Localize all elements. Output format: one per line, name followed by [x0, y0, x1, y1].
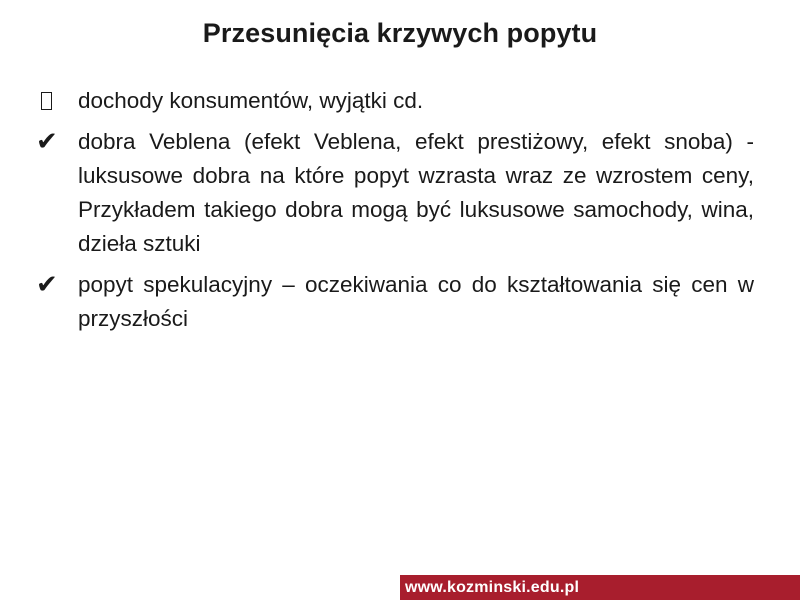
- box-bullet-icon: [36, 84, 68, 118]
- list-item-text: dobra Veblena (efekt Veblena, efekt prestiżowy, efekt snoba) - luksusowe dobra na które popyt wzrasta wraz ze wzrostem ceny, Przykładem takiego dobra mogą być luksusowe samochody, wina, dzieła sztuki: [78, 129, 754, 256]
- checkmark-icon: ✔: [36, 127, 58, 157]
- list-item: [36, 125, 754, 261]
- checkmark-icon: ✔: [36, 270, 58, 300]
- list-item: [36, 84, 754, 118]
- list-item-text: dochody konsumentów, wyjątki cd.: [78, 88, 424, 113]
- slide-title: Przesunięcia krzywych popytu: [202, 18, 598, 48]
- bullet-list: [36, 84, 754, 343]
- footer-url-link[interactable]: www.kozminski.edu.pl: [400, 575, 800, 600]
- list-item-text: popyt spekulacyjny – oczekiwania co do kształtowania się cen w przyszłości: [78, 272, 754, 331]
- list-item: [36, 268, 754, 336]
